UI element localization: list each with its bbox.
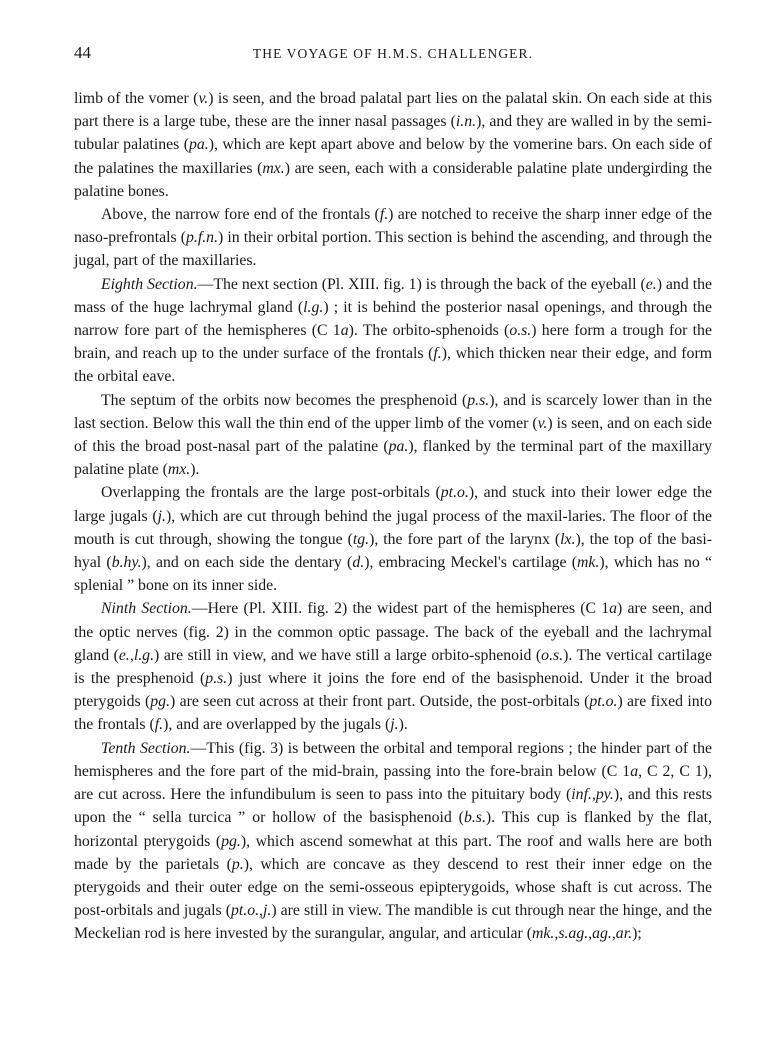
text-run: ). The orbito-sphenoids ( bbox=[348, 322, 510, 340]
italic-text: Ninth Section. bbox=[101, 600, 192, 618]
italic-text: f. bbox=[154, 716, 164, 734]
italic-text: p. bbox=[231, 855, 244, 873]
text-run: ) are still in view, and we have still a large orbito-sphenoid ( bbox=[154, 646, 542, 664]
text-run: Above, the narrow fore end of the frontals ( bbox=[101, 206, 380, 224]
text-run: ) are seen, and the optic nerves (fig. 2) in the common optic passage. The back of the eyeball and the lachrymal gland ( bbox=[74, 600, 712, 664]
body-text bbox=[74, 87, 712, 946]
italic-text: pa. bbox=[388, 438, 409, 456]
text-run: ), and they are walled in by the semi-tubular palatines ( bbox=[74, 113, 712, 154]
text-run: ), flanked by the terminal part of the maxillary palatine plate ( bbox=[74, 438, 712, 479]
italic-text: pg. bbox=[221, 832, 241, 850]
text-run: —The next section (Pl. XIII. fig. 1) is through the back of the eyeball ( bbox=[197, 275, 646, 293]
page-number: 44 bbox=[74, 43, 91, 62]
italic-text: mk.,s.ag.,ag.,ar. bbox=[532, 925, 633, 943]
text-run: ) in their orbital portion. This section is behind the ascending, and through the jugal, part of the maxillaries. bbox=[74, 229, 713, 270]
text-run: ) are still in view. The mandible is cut through near the hinge, and the Meckelian rod is here invested by the surangular, angular, and articular ( bbox=[74, 902, 712, 943]
paragraph bbox=[74, 737, 712, 946]
text-run: —Here (Pl. XIII. fig. 2) the widest part of the hemispheres (C 1 bbox=[191, 600, 610, 618]
italic-text: lx. bbox=[560, 530, 576, 548]
text-run: ), and is scarcely lower than in the last section. Below this wall the thin end of the upper limb of the vomer ( bbox=[74, 391, 712, 432]
text-run: ). This cup is flanked by the flat, horizontal pterygoids ( bbox=[74, 809, 712, 850]
italic-text: b.hy. bbox=[111, 554, 142, 572]
italic-text: o.s. bbox=[509, 322, 532, 340]
italic-text: f. bbox=[379, 206, 389, 224]
text-run: ); bbox=[632, 925, 642, 943]
italic-text: pt.o. bbox=[589, 693, 618, 711]
text-run: ) ; it is behind the posterior nasal openings, and through the narrow fore part of the hemispheres (C 1 bbox=[74, 298, 713, 340]
italic-text: Eighth Section. bbox=[101, 275, 198, 293]
italic-text: v. bbox=[198, 90, 209, 107]
text-run: ), which ascend somewhat at this part. The roof and walls here are both made by the parietals ( bbox=[74, 832, 712, 873]
text-run: ), which are concave as they descend to rest their inner edge on the pterygoids and their outer edge on the semi-osseous epipterygoids, whose shaft is cut across. The post-orbitals and jugals ( bbox=[74, 855, 712, 920]
italic-text: d. bbox=[352, 554, 365, 572]
text-run: ) just where it joins the fore end of the basisphenoid. Under it the broad pterygoids ( bbox=[74, 670, 712, 711]
italic-text: j. bbox=[390, 716, 399, 734]
text-run: ) are fixed into the frontals ( bbox=[74, 693, 712, 734]
italic-text: f. bbox=[433, 345, 442, 363]
italic-text: pa. bbox=[189, 136, 209, 154]
text-run: ). bbox=[398, 716, 408, 734]
italic-text: p.s. bbox=[467, 391, 490, 409]
text-run: ). The vertical cartilage is the presphenoid ( bbox=[74, 646, 712, 688]
paragraph bbox=[74, 389, 712, 482]
text-run: ) is seen, and on each side of this the broad post-nasal part of the palatine ( bbox=[74, 414, 713, 456]
paragraph bbox=[74, 273, 712, 389]
italic-text: o.s. bbox=[541, 646, 564, 664]
italic-text: e. bbox=[645, 275, 657, 293]
text-run: ) are notched to receive the sharp inner edge of the naso-prefrontals ( bbox=[74, 206, 712, 247]
italic-text: a bbox=[630, 762, 639, 780]
italic-text: a bbox=[340, 322, 349, 340]
text-run: ) and the mass of the huge lachrymal gland ( bbox=[74, 275, 712, 316]
text-run: ) is seen, and the broad palatal part lies on the palatal skin. On each side at this part there is a large tube, these are the inner nasal passages ( bbox=[74, 90, 712, 131]
text-run: ), embracing Meckel's cartilage ( bbox=[364, 554, 577, 572]
italic-text: j. bbox=[157, 507, 166, 525]
italic-text: a bbox=[609, 600, 618, 618]
text-run: ), the fore part of the larynx ( bbox=[369, 530, 561, 548]
text-run: ), and on each side the dentary ( bbox=[141, 554, 353, 572]
text-run: Overlapping the frontals are the large post-orbitals ( bbox=[101, 484, 441, 502]
text-run: , C 2, C 1), are cut across. Here the infundibulum is seen to pass into the pituitary body ( bbox=[74, 762, 712, 804]
italic-text: pt.o. bbox=[440, 484, 469, 502]
text-run: ) here form a trough for the brain, and reach up to the under surface of the frontals ( bbox=[74, 322, 712, 363]
text-run: ) are seen cut across at their front part. Outside, the post-orbitals ( bbox=[170, 693, 590, 711]
text-run: ), and this rests upon the “ sella turcica ” or hollow of the basisphenoid ( bbox=[74, 786, 713, 827]
text-run: ), which has no “ splenial ” bone on its inner side. bbox=[74, 554, 712, 595]
italic-text: v. bbox=[537, 414, 548, 432]
text-run: ), the top of the basi-hyal ( bbox=[74, 530, 712, 572]
text-run: ) are seen, each with a considerable palatine plate undergirding the palatine bones. bbox=[74, 159, 712, 200]
paragraph bbox=[74, 87, 712, 203]
paragraph bbox=[74, 597, 712, 736]
italic-text: b.s. bbox=[463, 809, 486, 827]
page-header bbox=[74, 43, 712, 73]
italic-text: tg. bbox=[352, 530, 370, 548]
italic-text: e.,l.g. bbox=[118, 646, 155, 664]
italic-text: pg. bbox=[150, 693, 171, 711]
italic-text: mk. bbox=[577, 554, 600, 572]
paragraph bbox=[74, 203, 712, 273]
text-run: —This (fig. 3) is between the orbital and temporal regions ; the hinder part of the hemispheres and the fore part of the mid-brain, passing into the fore-brain below (C 1 bbox=[74, 739, 712, 780]
italic-text: i.n. bbox=[455, 113, 477, 131]
text-run: ), and stuck into their lower edge the large jugals ( bbox=[74, 484, 712, 525]
italic-text: l.g. bbox=[303, 298, 324, 316]
italic-text: pt.o.,j. bbox=[230, 902, 272, 920]
paragraph bbox=[74, 481, 712, 597]
italic-text: p.s. bbox=[205, 670, 228, 688]
text-run: The septum of the orbits now becomes the presphenoid ( bbox=[101, 391, 468, 409]
italic-text: p.f.n. bbox=[185, 229, 219, 247]
italic-text: Tenth Section. bbox=[101, 739, 191, 757]
italic-text: mx. bbox=[262, 159, 285, 177]
italic-text: inf.,py. bbox=[571, 786, 614, 804]
text-run: ). bbox=[190, 461, 200, 479]
text-run: ), which are kept apart above and below by the vomerine bars. On each side of the palatines the maxillaries ( bbox=[74, 136, 712, 177]
italic-text: mx. bbox=[167, 461, 191, 479]
text-run: limb of the vomer ( bbox=[74, 90, 199, 107]
text-run: ), which thicken near their edge, and form the orbital eave. bbox=[74, 345, 712, 386]
running-title: THE VOYAGE OF H.M.S. CHALLENGER. bbox=[252, 46, 534, 61]
text-run: ), which are cut through behind the jugal process of the maxil-laries. The floor of the mouth is cut through, showing the tongue ( bbox=[74, 507, 712, 548]
text-run: ), and are overlapped by the jugals ( bbox=[163, 716, 391, 734]
